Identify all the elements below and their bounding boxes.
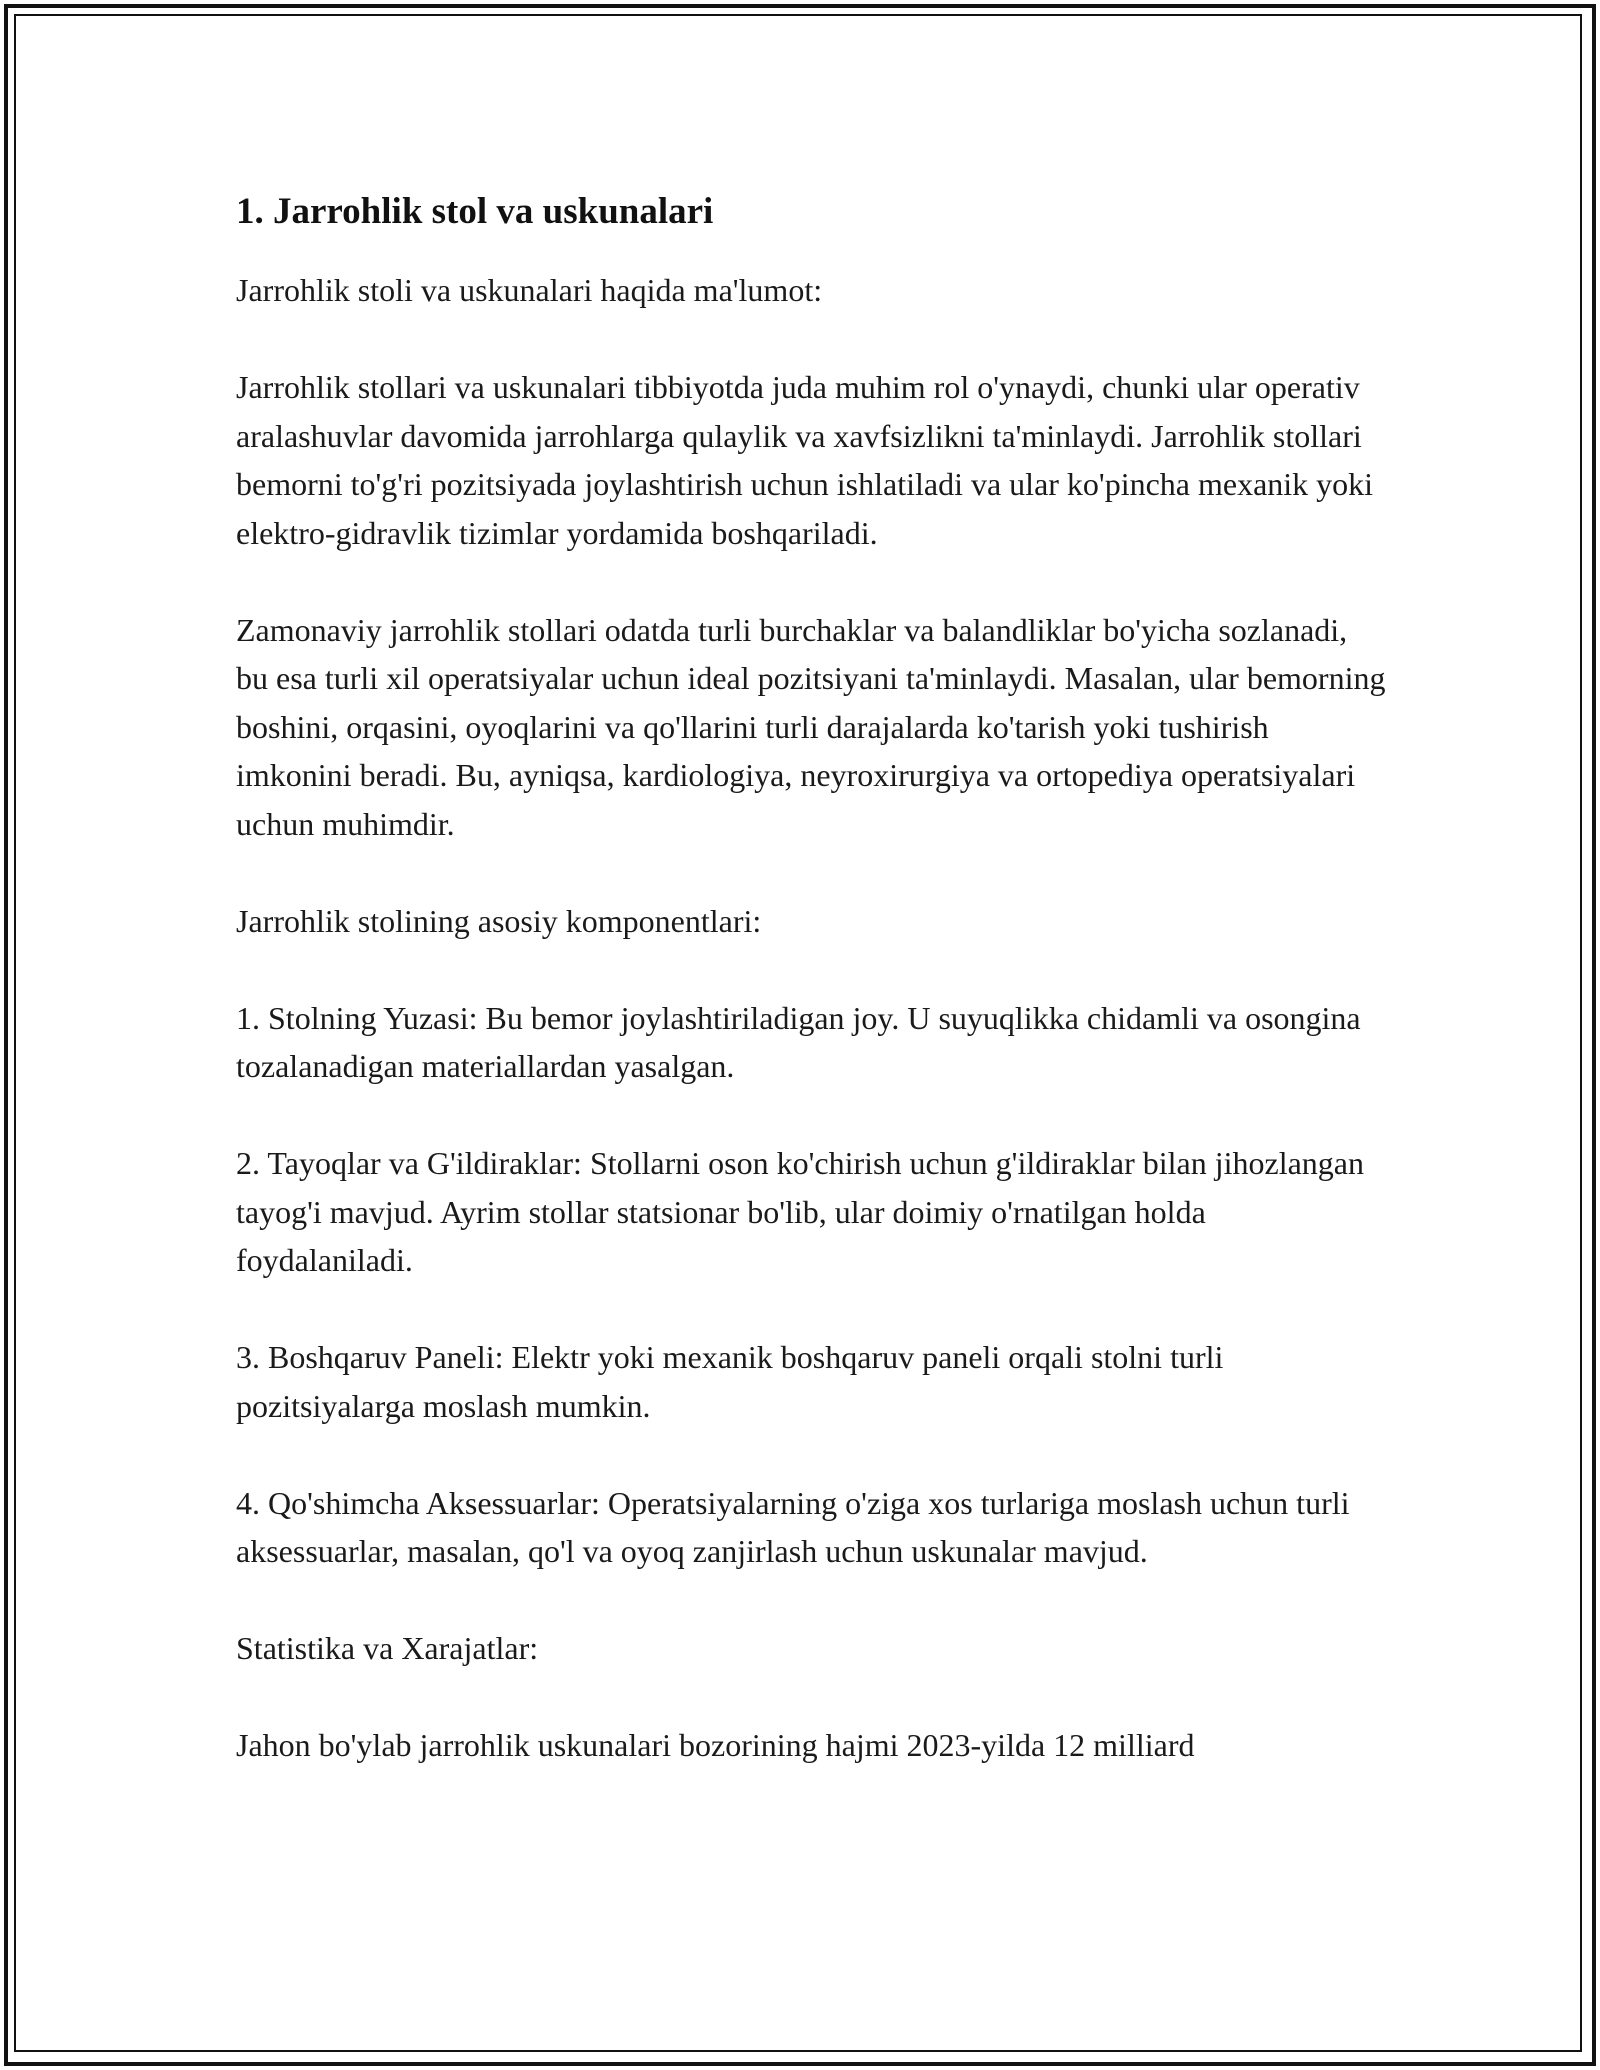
components-heading: Jarrohlik stolining asosiy komponentlari:: [236, 902, 762, 939]
paragraph-overview: Jarrohlik stollari va uskunalari tibbiyotda juda muhim rol o'ynaydi, chunki ular operativ aralashuvlar davomida jarrohlarga qulaylik va xavfsizlikni ta'minlaydi. Jarrohlik stollari bemorni to'g'ri pozitsiyada joylashtirish uchun ishlatiladi va ular ko'pincha mexanik yoki elektro-gidravlik tizimlar yordamida boshqariladi.: [236, 369, 1374, 551]
paragraph-modern-tables: Zamonaviy jarrohlik stollari odatda turli burchaklar va balandliklar bo'yicha sozlanadi, bu esa turli xil operatsiyalar uchun ideal pozitsiyani ta'minlaydi. Masalan, ular bemorning boshini, orqasini, oyoqlarini va qo'llarini turli darajalarda ko'tarish yoki tushirish imkonini beradi. Bu, ayniqsa, kardiologiya, neyroxirurgiya va ortopediya operatsiyalari uchun muhimdir.: [236, 611, 1386, 842]
component-item-2: 2. Tayoqlar va G'ildiraklar: Stollarni oson ko'chirish uchun g'ildiraklar bilan jihozlangan tayog'i mavjud. Ayrim stollar statsionar bo'lib, ular doimiy o'rnatilgan holda foydalaniladi.: [236, 1145, 1364, 1278]
document-body: [236, 188, 1386, 1770]
component-item-1: 1. Stolning Yuzasi: Bu bemor joylashtiriladigan joy. U suyuqlikka chidamli va osongina tozalanadigan materiallardan yasalgan.: [236, 999, 1361, 1084]
component-item-3: 3. Boshqaruv Paneli: Elektr yoki mexanik boshqaruv paneli orqali stolni turli pozitsiyalarga moslash mumkin.: [236, 1339, 1224, 1424]
component-item-4: 4. Qo'shimcha Aksessuarlar: Operatsiyalarning o'ziga xos turlariga moslash uchun turli aksessuarlar, masalan, qo'l va oyoq zanjirlash uchun uskunalar mavjud.: [236, 1484, 1350, 1569]
statistics-paragraph: Jahon bo'ylab jarrohlik uskunalari bozorining hajmi 2023-yilda 12 milliard: [236, 1727, 1195, 1763]
intro-paragraph: Jarrohlik stoli va uskunalari haqida ma'lumot:: [236, 272, 823, 308]
section-heading: 1. Jarrohlik stol va uskunalari: [236, 191, 714, 232]
statistics-heading: Statistika va Xarajatlar:: [236, 1630, 539, 1666]
